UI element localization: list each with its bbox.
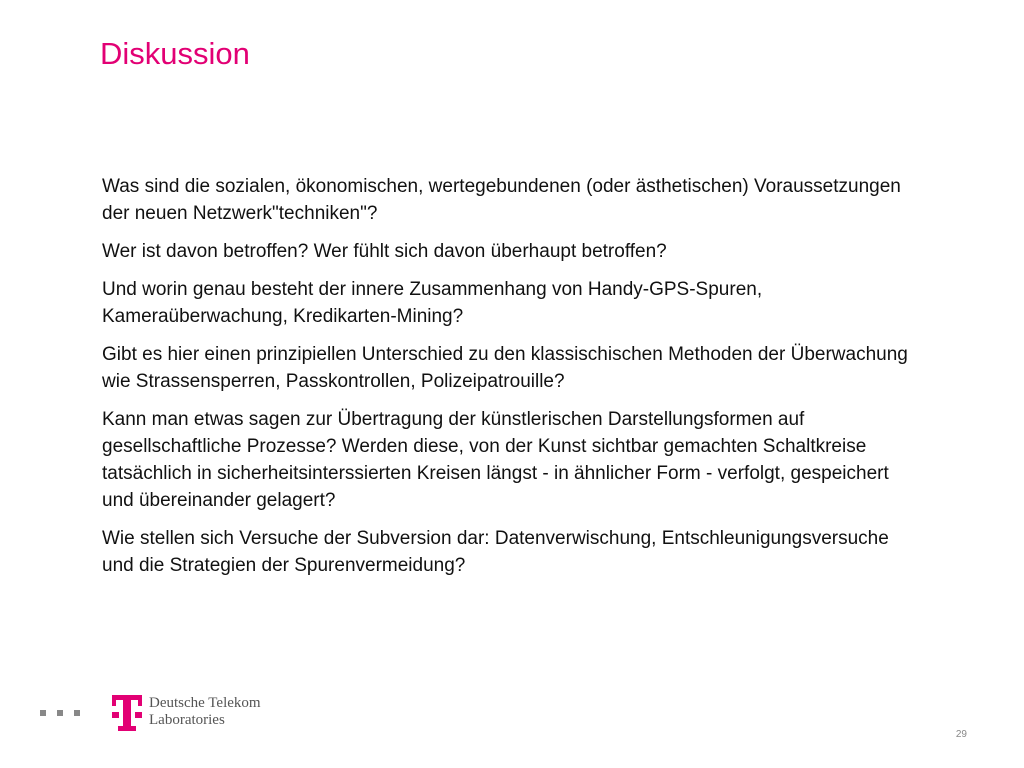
page-number: 29 — [955, 729, 967, 740]
paragraph-5: Kann man etwas sagen zur Übertragung der künstlerischen Darstellungsformen auf gesellschaftliche Prozesse? Werden diese, von der Kunst sichtbar gemachten Schaltkreise tatsächlich in sicherheitsinterssierten Kreisen längst - in ähnlicher Form - verfolgt, gespeichert und übereinander gelagert? — [102, 409, 889, 511]
company-name — [149, 695, 261, 729]
company-logo — [40, 693, 260, 733]
slide-body — [102, 173, 922, 590]
company-name-line1: Deutsche Telekom — [149, 695, 261, 711]
paragraph-4: Gibt es hier einen prinzipiellen Unterschied zu den klassischischen Methoden der Überwachung wie Strassensperren, Passkontrollen, Polizeipatrouille? — [102, 344, 908, 392]
logo-dot — [74, 710, 80, 716]
telekom-t-logo-icon — [112, 695, 142, 731]
paragraph-3: Und worin genau besteht der innere Zusammenhang von Handy-GPS-Spuren, Kameraüberwachung, Kredikarten-Mining? — [102, 279, 763, 327]
paragraph-6: Wie stellen sich Versuche der Subversion dar: Datenverwischung, Entschleunigungsversuche und die Strategien der Spurenvermeidung? — [102, 528, 889, 576]
company-name-line2: Laboratories — [149, 712, 225, 728]
logo-dot — [57, 710, 63, 716]
paragraph-2: Wer ist davon betroffen? Wer fühlt sich davon überhaupt betroffen? — [102, 241, 667, 262]
paragraph-1: Was sind die sozialen, ökonomischen, wertegebundenen (oder ästhetischen) Voraussetzungen der neuen Netzwerk"techniken"? — [102, 176, 901, 224]
logo-dot — [40, 710, 46, 716]
logo-dots — [40, 710, 100, 718]
slide-title: Diskussion — [100, 36, 250, 71]
